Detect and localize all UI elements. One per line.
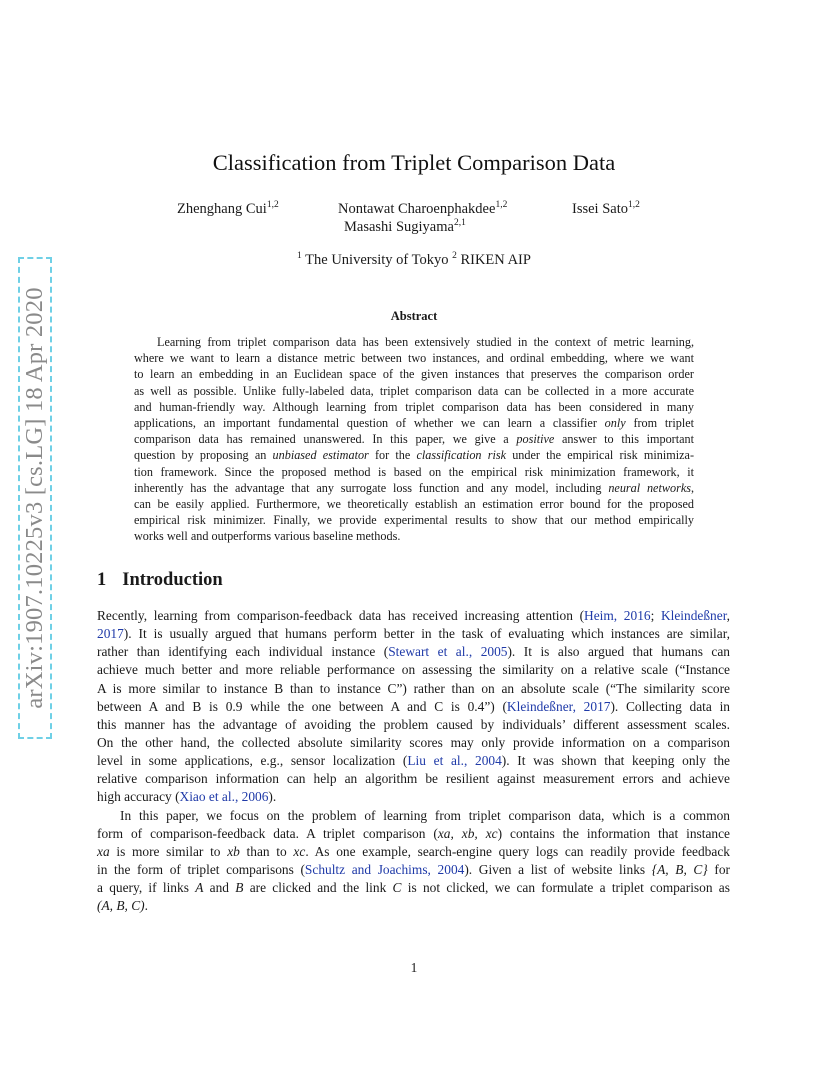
author-4: Masashi Sugiyama$^{2,1}$ (344, 218, 466, 235)
arxiv-id: arXiv:1907.10225v3 [cs.LG] 18 Apr 2020 (21, 287, 48, 709)
body-line: A is more similar to instance B than to instance C”) rather than on an absolute scale (“The similarity score (97, 680, 730, 696)
page-number: 1 (410, 960, 418, 975)
abstract-line: inherently has the advantage that any surrogate loss function and any model, including neural networks, (134, 480, 695, 495)
abstract-line: applications, an important fundamental question of whether we can learn a classifier only from triplet (134, 415, 695, 430)
author-3: Issei Sato$^{1,2}$ (572, 200, 640, 217)
body-line: relative comparison information can help an algorithm be resilient against measurement errors and achieve (97, 771, 730, 787)
body-line: In this paper, we focus on the problem of learning from triplet comparison data, which is a common (120, 807, 730, 823)
abstract-line: can be easily applied. Furthermore, we theoretically establish an estimation error bound for the proposed (134, 496, 694, 511)
body-line: between A and B is 0.9 while the one between A and C is 0.4”) (Kleindeßner, 2017). Collecting data in (97, 698, 730, 714)
citation-link[interactable]: Xiao et al., 2006 (179, 789, 269, 805)
citation-link[interactable]: Kleindeßner, 2017 (506, 698, 611, 714)
citation-link[interactable]: Schultz and Joachims, 2004 (304, 861, 465, 877)
paper-title: Classification from Triplet Comparison Data (212, 150, 616, 175)
section-heading: 1 Introduction (97, 570, 223, 590)
affiliations: $^1$ The University of Tokyo $^2$ RIKEN AIP (297, 251, 531, 268)
abstract-line: to learn an embedding in an Euclidean space of the given instances that preserves the comparison order (134, 367, 694, 382)
abstract-line: as well as possible. Unlike fully-labeled data, triplet comparison data can be collected in a more accurate (134, 383, 694, 398)
citation-link[interactable]: Kleindeßner (660, 608, 727, 623)
body-line: On the other hand, the collected absolute similarity scores may only provide information on a comparison (97, 734, 730, 750)
body-line: rather than identifying each individual instance (Stewart et al., 2005). It is also argued that humans can (97, 644, 730, 660)
abstract-line: tion framework. Since the proposed method is based on the empirical risk minimization framework, it (134, 464, 694, 479)
body-line: in the form of triplet comparisons (Schultz and Joachims, 2004). Given a list of website links {A, B, C} for (97, 861, 730, 877)
abstract-line: question by proposing an unbiased estimator for the classification risk under the empirical risk minimiza- (134, 448, 695, 463)
citation-link[interactable]: Liu et al., 2004 (407, 753, 502, 769)
abstract-line: where we want to learn a distance metric between two instances, and ordinal embedding, where we want (134, 351, 694, 366)
author-2: Nontawat Charoenphakdee$^{1,2}$ (338, 200, 508, 217)
intro-text (97, 607, 730, 915)
body-line: high accuracy (Xiao et al., 2006). (97, 789, 277, 805)
author-1: Zhenghang Cui$^{1,2}$ (177, 200, 279, 217)
abstract-line: and human-friendly way. Although learning from triplet comparison data has been considered in many (134, 399, 694, 414)
body-line: form of comparison-feedback data. A triplet comparison (xa, xb, xc) contains the information that instance (97, 825, 730, 841)
abstract-line: Learning from triplet comparison data has been extensively studied in the context of metric learning, (157, 335, 694, 349)
body-line: Recently, learning from comparison-feedback data has received increasing attention (Heim, 2016; Kleindeßner, (97, 608, 730, 623)
body-line: level in some applications, e.g., sensor localization (Liu et al., 2004). It was shown that keeping only the (97, 753, 730, 769)
arxiv-stamp (18, 257, 52, 739)
body-line: 2017). It is usually argued that humans perform better in the task of evaluating which instances are similar, (97, 626, 730, 642)
abstract-text (134, 334, 694, 544)
body-line: a query, if links A and B are clicked and the link C is not clicked, we can formulate a triplet comparison as (97, 880, 730, 896)
abstract-heading: Abstract (390, 309, 438, 323)
abstract-line: works well and outperforms various baseline methods. (134, 529, 401, 544)
citation-link[interactable]: 2017 (97, 626, 124, 642)
abstract-line: empirical risk minimizer. Finally, we provide experimental results to show that our method empirically (134, 513, 694, 528)
body-line: achieve much better and more reliable performance on assessing the similarity on a relative scale (“Instance (97, 662, 730, 678)
citation-link[interactable]: Stewart et al., 2005 (388, 644, 508, 660)
body-line: (A, B, C). (97, 898, 148, 914)
abstract-line: comparison data has remained unanswered. In this paper, we give a positive answer to this important (134, 432, 694, 447)
body-line: this manner has the advantage of avoiding the problem caused by individuals’ different assessment scales. (97, 716, 730, 732)
body-line: xa is more similar to xb than to xc. As one example, search-engine query logs can readily provide feedback (97, 843, 730, 859)
citation-link[interactable]: Heim, 2016 (584, 608, 651, 623)
